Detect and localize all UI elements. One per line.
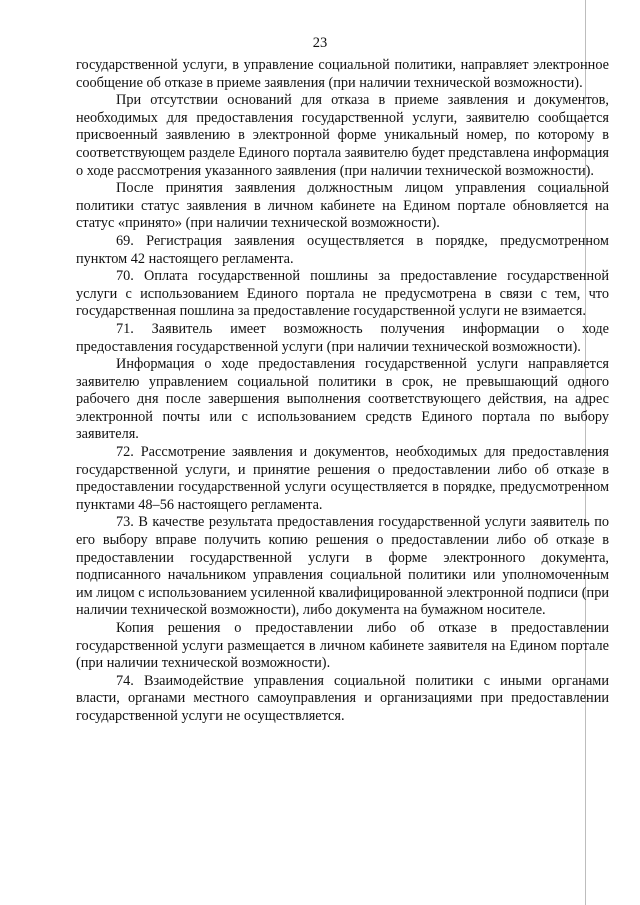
paragraph-decision-copy: Копия решения о предоставлении либо об отказе в предоставлении государственной услуги размещается в личном кабинете заявителя на Едином портале (при наличии технической возможности). [76, 620, 609, 672]
paragraph-item-73: 73. В качестве результата предоставления государственной услуги заявитель по его выбору вправе получить копию решения о предоставлении либо об отказе в предоставлении государственной услуги в форме электронного документа, подписанного начальником управления социальной политики или уполномоченным им лицом с использованием усиленной квалифицированной электронной подписи (при наличии технической возможности), либо документа на бумажном носителе. [76, 514, 609, 619]
paragraph-item-70: 70. Оплата государственной пошлины за предоставление государственной услуги с использованием Единого портала не предусмотрена в связи с тем, что государственная пошлина за предоставление государственной услуги не взимается. [76, 268, 609, 320]
paragraph-item-69: 69. Регистрация заявления осуществляется в порядке, предусмотренном пунктом 42 настоящего регламента. [76, 232, 609, 267]
paragraph-item-72: 72. Рассмотрение заявления и документов, необходимых для предоставления государственной услуги, и принятие решения о предоставлении либо об отказе в предоставлении государственной услуги осуществляется в порядке, предусмотренном пунктами 48–56 настоящего регламента. [76, 444, 609, 513]
page-number: 23 [312, 35, 328, 51]
paragraph-item-71: 71. Заявитель имеет возможность получения информации о ходе предоставления государственной услуги (при наличии технической возможности). [76, 320, 609, 355]
paragraph-item-74: 74. Взаимодействие управления социальной политики с иными органами власти, органами местного самоуправления и организациями при предоставлении государственной услуги не осуществляется. [76, 672, 609, 724]
text-body [76, 57, 609, 726]
paragraph-progress-info: Информация о ходе предоставления государственной услуги направляется заявителю управлением социальной политики в срок, не превышающий одного рабочего дня после завершения выполнения соответствующего действия, на адрес электронной почты или с использованием средств Единого портала по выбору заявителя. [76, 356, 609, 443]
paragraph-continuation: государственной услуги, в управление социальной политики, направляет электронное сообщение об отказе в приеме заявления (при наличии технической возможности). [76, 57, 609, 91]
paragraph-status-accepted: После принятия заявления должностным лицом управления социальной политики статус заявления в личном кабинете на Едином портале обновляется на статус «принято» (при наличии технической возможности). [76, 180, 609, 232]
paragraph-registration-number: При отсутствии оснований для отказа в приеме заявления и документов, необходимых для предоставления государственной услуги, заявителю сообщается присвоенный заявлению в электронной форме уникальный номер, по которому в соответствующем разделе Единого портала заявителю будет представлена информация о ходе рассмотрения указанного заявления (при наличии технической возможности). [76, 92, 609, 179]
